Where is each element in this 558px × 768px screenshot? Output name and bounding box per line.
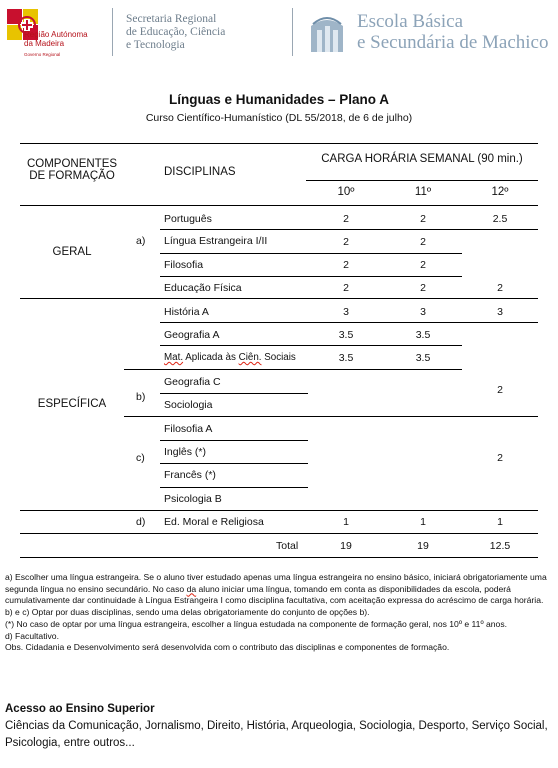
hours-12-group-b: 2 xyxy=(497,384,503,396)
marker-c: c) xyxy=(136,452,145,464)
discipline-name: Francês (*) xyxy=(164,469,216,481)
table-top-rule xyxy=(20,143,538,144)
hours-11: 3.5 xyxy=(415,329,431,341)
hours-12: 2 xyxy=(497,282,503,294)
hours-11: 3.5 xyxy=(415,352,431,364)
marker-a: a) xyxy=(136,235,146,247)
header-disciplinas: DISCIPLINAS xyxy=(164,166,236,178)
note-d: d) Facultativo. xyxy=(5,630,59,641)
componente-geral: GERAL xyxy=(52,246,92,258)
discipline-name: Geografia C xyxy=(164,376,221,388)
hours-11: 2 xyxy=(420,213,426,225)
row-rule xyxy=(160,253,462,254)
secretaria-line-1: Secretaria Regional xyxy=(126,13,217,25)
page-subtitle: Curso Científico-Humanístico (DL 55/2018, de 6 de julho) xyxy=(145,112,413,124)
header-divider xyxy=(112,8,113,56)
discipline-name: Língua Estrangeira I/II xyxy=(164,235,268,247)
secretaria-line-3: e Tecnologia xyxy=(126,39,185,51)
row-rule xyxy=(160,322,538,323)
row-rule xyxy=(124,416,538,417)
discipline-name: História A xyxy=(164,306,209,318)
header-year-11: 11º xyxy=(414,186,432,198)
marker-b: b) xyxy=(136,391,146,403)
marker-d: d) xyxy=(136,516,146,528)
row-rule xyxy=(160,487,308,488)
hours-11: 2 xyxy=(420,236,426,248)
total-label: Total xyxy=(276,540,299,552)
total-10: 19 xyxy=(340,540,352,552)
note-obs: Obs. Cidadania e Desenvolvimento será desenvolvida com o contributo das disciplinas e componentes de formação. xyxy=(5,642,450,653)
page-title: Línguas e Humanidades – Plano A xyxy=(168,92,390,107)
header-componentes-line-1: COMPONENTES xyxy=(26,158,118,170)
discipline-name xyxy=(164,352,296,363)
header-componentes-line-2: DE FORMAÇÃO xyxy=(29,170,115,182)
header-divider xyxy=(292,8,293,56)
note-a-text: da xyxy=(186,583,197,594)
hours-10: 3 xyxy=(343,306,349,318)
row-rule xyxy=(160,393,308,394)
row-rule xyxy=(160,345,462,346)
school-building-icon xyxy=(307,12,347,54)
discipline-name: Filosofia xyxy=(164,259,204,271)
header-bottom-rule xyxy=(20,205,538,206)
region-subtitle: Governo Regional xyxy=(24,52,61,57)
section-rule xyxy=(20,510,538,511)
hours-10: 1 xyxy=(343,516,349,528)
hours-11: 2 xyxy=(420,259,426,271)
note-a-text: aluno iniciar uma língua, tomando em conta as disponibilidades da escola, poderá cumulativamente dar continuidade à Língua Estrangeira I como disciplina facultativa, com aceitação expressa do acréscimo de carga horária. xyxy=(5,583,544,606)
discipline-name-part: Aplicada às xyxy=(183,352,239,363)
header-carga-horaria: CARGA HORÁRIA SEMANAL (90 min.) xyxy=(321,153,523,165)
discipline-name: Inglês (*) xyxy=(164,446,207,458)
hours-12: 3 xyxy=(497,306,503,318)
table-bottom-rule xyxy=(20,557,538,558)
hours-12-group-c: 2 xyxy=(497,452,503,464)
hours-11: 1 xyxy=(420,516,426,528)
note-a xyxy=(5,572,553,607)
secretaria-name xyxy=(126,13,225,52)
acesso-text: Ciências da Comunicação, Jornalismo, Direito, História, Arqueologia, Sociologia, Desporto, Serviço Social, Psicologia, entre outros... xyxy=(5,720,548,749)
secretaria-line-2: de Educação, Ciência xyxy=(126,26,226,38)
school-line-2: e Secundária de Machico xyxy=(357,32,549,53)
discipline-name-part: Ciên. xyxy=(238,352,262,363)
hours-10: 2 xyxy=(343,259,349,271)
hours-10: 3.5 xyxy=(338,329,354,341)
section-rule xyxy=(20,298,538,299)
school-name xyxy=(357,11,549,53)
header-componentes xyxy=(20,158,124,182)
region-name xyxy=(24,30,88,48)
hours-12: 1 xyxy=(497,516,503,528)
footnotes xyxy=(5,572,553,654)
total-12: 12.5 xyxy=(489,540,511,552)
note-a-text: a) Escolher uma língua estrangeira. Se o aluno tiver estudado apenas uma língua estrangeira no ensino básico, iniciará obrigatoriamente uma segunda língua no ensino secundário. No caso xyxy=(5,572,547,594)
hours-11: 3 xyxy=(420,306,426,318)
school-line-1: Escola Básica xyxy=(357,11,464,32)
hours-10: 3.5 xyxy=(338,352,354,364)
row-rule xyxy=(160,463,308,464)
componente-especifica: ESPECÍFICA xyxy=(37,398,107,410)
row-rule xyxy=(160,440,308,441)
total-top-rule xyxy=(20,533,538,534)
total-11: 19 xyxy=(417,540,429,552)
discipline-name: Português xyxy=(164,213,212,225)
discipline-name-part: Mat. xyxy=(164,352,184,363)
discipline-name: Psicologia B xyxy=(164,493,222,505)
hours-12: 2.5 xyxy=(492,213,508,225)
discipline-name: Sociologia xyxy=(164,399,213,411)
row-rule xyxy=(160,276,462,277)
discipline-name: Ed. Moral e Religiosa xyxy=(164,516,264,528)
row-rule xyxy=(124,369,462,370)
discipline-name: Geografia A xyxy=(164,329,220,341)
hours-10: 2 xyxy=(343,236,349,248)
acesso-title: Acesso ao Ensino Superior xyxy=(5,703,155,715)
region-line-1: Região Autónoma xyxy=(24,30,88,39)
hours-10: 2 xyxy=(343,213,349,225)
note-star: (*) No caso de optar por uma língua estrangeira, escolher a língua estudada na componente de formação geral, nos 10º e 11º anos. xyxy=(5,618,508,629)
header-year-10: 10º xyxy=(337,186,355,198)
hours-11: 2 xyxy=(420,282,426,294)
row-rule xyxy=(160,229,538,230)
note-bc: b) e c) Optar por duas disciplinas, sendo uma delas obrigatoriamente do conjunto de opções b). xyxy=(5,607,370,618)
discipline-name-part: Sociais xyxy=(261,352,296,363)
school-logo xyxy=(307,12,347,54)
year-header-rule xyxy=(306,180,538,181)
hours-10: 2 xyxy=(343,282,349,294)
discipline-name: Filosofia A xyxy=(164,423,213,435)
region-line-2: da Madeira xyxy=(24,39,65,48)
header-year-12: 12º xyxy=(491,186,509,198)
discipline-name: Educação Física xyxy=(164,282,242,294)
